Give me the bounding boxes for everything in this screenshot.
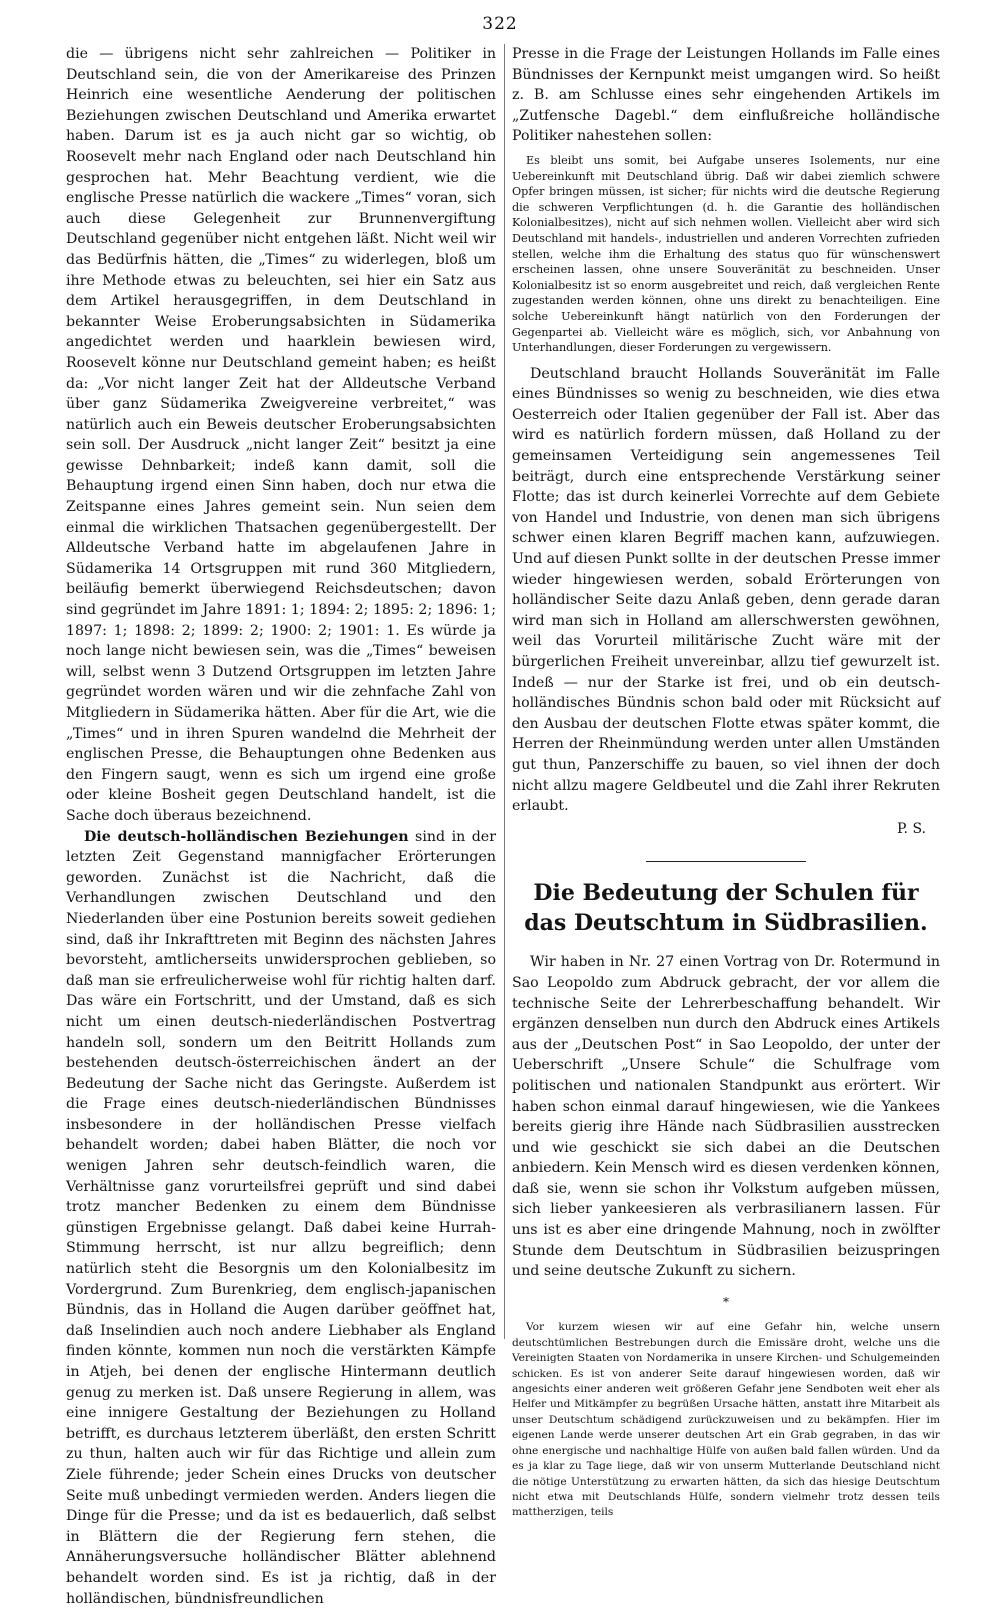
article-paragraph-beziehungen xyxy=(66,827,496,1609)
article-headline: Die Bedeutung der Schulen für das Deutschtum in Südbrasilien. xyxy=(524,880,928,937)
left-column xyxy=(66,44,496,1607)
continuation-paragraph: Presse in die Frage der Leistungen Hollands im Falle eines Bündnisses der Kernpunkt meist umgangen wird. So heißt z. B. am Schlusse eines sehr eingehenden Artikels im „Zutfensche Dagebl.“ dem einflußreiche holländische Politiker nahestehen sollen: xyxy=(512,46,940,145)
section-lead-heading: Die deutsch-holländischen Beziehungen xyxy=(84,828,409,845)
article-paragraph-politiker: die — übrigens nicht sehr zahlreichen — Politiker in Deutschland sein, die von der Amerikareise des Prinzen Heinrich eine wesentliche Aenderung der politischen Beziehungen zwischen Deutschland und Amerika erwartet haben. Darum ist es ja auch nicht gar so wichtig, ob Roosevelt mehr nach England oder nach Deutschland hin gesprochen hat. Mehr Beachtung verdient, wie die englische Presse natürlich die wackere „Times“ voran, sich auch diese Gelegenheit zur Brunnenvergiftung Deutschland gegenüber nicht entgehen läßt. Nicht weil wir das Bedürfnis hätten, die „Times“ zu widerlegen, bloß um ihre Methode etwas zu beleuchten, sei hier ein Satz aus dem Artikel herausgegriffen, in dem Deutschland in bekannter Weise Eroberungsabsichten in Südamerika angedichtet werden und haarklein bewiesen wird, Roosevelt könne nur Deutschland gemeint haben; es heißt da: „Vor nicht langer Zeit hat der Alldeutsche Verband über ganz Südamerika Zweigvereine verbreitet,“ was natürlich auch ein Beweis deutscher Eroberungsabsichten sein soll. Der Ausdruck „nicht langer Zeit“ besitzt ja eine gewisse Dehnbarkeit; indeß kann damit, soll die Behauptung irgend einen Sinn haben, doch nur etwa die Zeitspanne eines Jahres gemeint sein. Nun seien dem einmal die wirklichen Thatsachen gegenübergestellt. Der Alldeutsche Verband hatte im abgelaufenen Jahre in Südamerika 14 Ortsgruppen mit rund 360 Mitgliedern, beiläufig bemerkt überwiegend Reichsdeutschen; davon sind gegründet im Jahre 1891: 1; 1894: 2; 1895: 2; 1896: 1; 1897: 1; 1898: 2; 1899: 2; 1900: 2; 1901: 1. Es würde ja noch lange nicht bewiesen sein, was die „Times“ beweisen will, selbst wenn 3 Dutzend Ortsgruppen im letzten Jahre gegründet worden wären und wir die zehnfache Zahl von Mitgliedern in Südamerika hätten. Aber für die Art, wie die „Times“ und in ihren Spuren wandelnd die Mehrheit der englischen Presse, die Behauptungen ohne Bedenken aus den Fingern saugt, wenn es sich um irgend eine große oder kleine Bosheit gegen Deutschland handelt, ist die Sache doch überaus bezeichnend. xyxy=(66,46,496,824)
article-paragraph-schulen: Wir haben in Nr. 27 einen Vortrag von Dr. Rotermund in Sao Leopoldo zum Abdruck gebracht, der vor allem die technische Seite der Lehrerbeschaffung behandelt. Wir ergänzen denselben nun durch den Abdruck eines Artikels aus der „Deutschen Post“ in Sao Leopoldo, der unter der Ueberschrift „Unsere Schule“ die Schulfrage vom politischen und nationalen Standpunkt aus erörtert. Wir haben schon einmal darauf hingewiesen, wie die Yankees bereits gierig ihre Hände nach Südbrasilien ausstrecken und wie geschickt sie sich dabei an die Deutschen anbiedern. Kein Mensch wird es diesen verdenken können, daß sie, wenn sie schon ihr Volkstum aufgeben müssen, sich lieber yankeesieren als verbrasilianern lassen. Für uns ist es aber eine dringende Mahnung, noch in zwölfter Stunde dem Deutschtum in Südbrasilien beizuspringen und seine deutsche Zukunft zu sichern. xyxy=(512,954,940,1280)
page-number: 322 xyxy=(482,14,518,34)
right-column xyxy=(512,44,941,1519)
block-quote xyxy=(512,153,940,356)
author-signature: P. S. xyxy=(896,820,926,837)
section-rule xyxy=(646,861,806,862)
section-lead-text: sind in der letzten Zeit Gegenstand mannigfacher Erörterungen geworden. Zunächst ist die Nachricht, daß die Verhandlungen zwischen Deutschland und den Niederlanden über eine Postunion bereits soweit gediehen sind, daß ihr Inkrafttreten mit Beginn des nächsten Jahres bevorsteht, amtlicherseits unwidersprochen geblieben, so daß man sie erfreulicherweise wohl für richtig halten darf. Das wäre ein Fortschritt, und der Umstand, daß es sich nicht um einen deutsch-niederländischen Postvertrag handeln soll, sondern um den Beitritt Hollands zum bestehenden deutsch-österreichischen ändert an der Bedeutung der Sache nicht das Geringste. Außerdem ist die Frage eines deutsch-niederländischen Bündnisses insbesondere in der holländischen Presse vielfach behandelt worden; dabei haben Blätter, die noch vor wenigen Jahren sehr deutsch-feindlich waren, die Verhältnisse ganz vorurteilsfrei geprüft und sind dabei trotz mancher Bedenken zu einem dem Bündnisse günstigen Ergebnisse gelangt. Daß dabei keine Hurrah-Stimmung herrscht, ist nur allzu begreiflich; denn natürlich steht die Besorgnis um den Kolonialbesitz im Vordergrund. Zum Burenkrieg, dem englisch-japanischen Bündnis, das in Holland die Augen darüber geöffnet hat, daß Inselindien auch noch andere Liebhaber als England finden könnte, kommen nun noch die verstärkten Kämpfe in Atjeh, bei denen der englische Hintermann deutlich genug zu merken ist. Daß unsere Regierung in allem, was eine innigere Gestaltung der Beziehungen zu Holland betrifft, es durchaus letzterem überläßt, den ersten Schritt zu thun, halten auch wir für das Richtige und allein zum Ziele führende; jeder Schein eines Drucks von deutscher Seite muß unbedingt vermieden werden. Anders liegen die Dinge für die Presse; und da ist es bedauerlich, daß selbst in Blättern die der Regierung fern stehen, die Annäherungsversuche holländischer Blätter ablehnend behandelt worden sind. Es ist ja richtig, daß in der holländischen, bündnisfreundlichen xyxy=(66,828,496,1607)
reprinted-article-text: Vor kurzem wiesen wir auf eine Gefahr hin, welche unsern deutschtümlichen Bestrebungen durch die Emissäre droht, welche uns die Vereinigten Staaten von Nordamerika in unsere Kirchen- und Schulgemeinden schicken. Es ist von anderer Seite darauf hingewiesen worden, daß wir angesichts einer anderen weit größeren Gefahr jene Sendboten weit eher als Helfer und Mitkämpfer zu begrüßen Ursache hätten, anstatt ihre Mitarbeit als unser Deutschtum schädigend zurückzuweisen und zu bekämpfen. Hier im eigenen Lande werde unserer deutschen Art ein Grab gegraben, in das wir ohne energische und nachhaltige Hülfe von außen bald fallen würden. Und da es ja klar zu Tage liege, daß wir von unserm Mutterlande Deutschland nicht die nötige Unterstützung zu erwarten hätten, da sich das hiesige Deutschtum nicht etwa mit Deutschlands Hülfe, sondern vielmehr trotz dessen teils mattherzigen, teils xyxy=(512,1321,940,1519)
quote-text: Es bleibt uns somit, bei Aufgabe unseres Isolements, nur eine Uebereinkunft mit Deutschland übrig. Daß wir dabei ziemlich schwere Opfer bringen müssen, ist sicher; für nichts wird die deutsche Regierung die schweren Verpflichtungen (d. h. die Garantie des holländischen Kolonialbesitzes), nicht auf sich nehmen wollen. Vielleicht aber wird sich Deutschland mit handels-, industriellen und anderen Vorrechten zufrieden stellen, welche ihm die Erhaltung des status quo für wünschenswert erscheinen lassen, ohne unsere Souveränität zu beschneiden. Unser Kolonialbesitz ist so enorm ausgebreitet und reich, daß vergleichen Rente zugestanden werden können, ohne uns direkt zu benachteiligen. Eine solche Uebereinkunft hängt natürlich von den Forderungen der Gegenpartei ab. Vielleicht wäre es möglich, sich, vor Anbahnung von Unterhandlungen, dieser Forderungen zu vergewissern. xyxy=(512,153,940,355)
separator-star: * xyxy=(723,1294,729,1309)
article-paragraph-souveraenitaet: Deutschland braucht Hollands Souveränität im Falle eines Bündnisses so wenig zu beschneiden, wie dies etwa Oesterreich oder Italien gegenüber der Fall ist. Aber das wird es natürlich fordern müssen, daß Holland zu der gemeinsamen Verteidigung sein angemessenes Teil beiträgt, durch eine entsprechende Verstärkung seiner Flotte; das ist durch keinerlei Vorrechte auf dem Gebiete von Handel und Industrie, von denen man sich übrigens schwer einen klaren Begriff machen kann, aufzuwiegen. Und auf diesen Punkt sollte in der deutschen Presse immer wieder hingewiesen werden, sobald Erörterungen von holländischer Seite dazu Anlaß geben, denn gerade daran wird man sich in Holland am allerschwersten gewöhnen, weil das Vorurteil militärische Zucht wäre mit der bürgerlichen Freiheit unvereinbar, allzu tief gewurzelt ist. Indeß — nur der Starke ist frei, und ob ein deutsch-holländisches Bündnis schon bald oder mit Rücksicht auf den Ausbau der deutschen Flotte etwas später kommt, die Herren der Rheinmündung werden unter allen Umständen gut thun, Panzerschiffe zu bauen, so viel ihnen der doch nicht allzu magere Geldbeutel und die Zahl ihrer Rekruten erlaubt. xyxy=(512,365,941,815)
column-divider xyxy=(504,44,505,1339)
reprinted-article xyxy=(512,1320,940,1520)
